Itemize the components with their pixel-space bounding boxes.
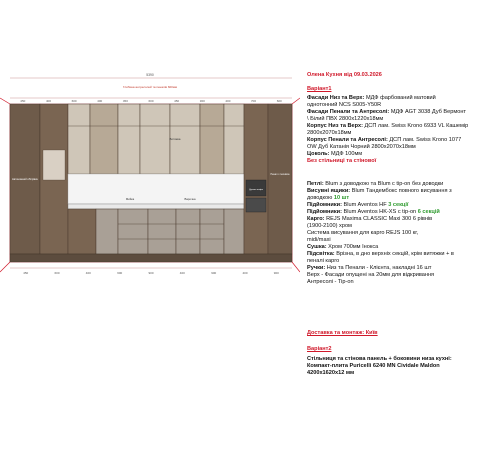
oven: [246, 180, 266, 196]
spec-title: Олена Кухня від 09.03.2026: [307, 72, 382, 78]
top-dim-label: 400: [225, 99, 231, 103]
spec-line-value: ДСП лам. Swiss Krono 1077: [387, 137, 462, 143]
spec-line-value: Система висування для карго REJS 100 кг,: [307, 230, 419, 236]
cooktop-note: Варочна: [184, 197, 196, 201]
spec-line-key: Карго:: [307, 216, 325, 222]
variant2-title: Варіант2: [307, 346, 332, 352]
microwave: [246, 198, 266, 212]
spec-line-qty: 10 шт: [333, 195, 350, 201]
spec-line-value: Хром 700мм Інокса: [326, 244, 379, 250]
spec-line-key: Висувні ящики:: [307, 188, 351, 194]
spec-line-value: Blum Aventos HK-XS с tip-on: [341, 209, 418, 215]
spec-line-value: Blum з доводкою та Blum с tip-on без доводки: [323, 181, 444, 187]
spec-line: [307, 251, 454, 258]
spec-line: [307, 109, 466, 116]
spec-line: [307, 216, 432, 223]
spec-line-value: МДФ 100мм: [329, 151, 363, 157]
spec-line-key: Петлі:: [307, 181, 324, 187]
top-dim-label: 300: [199, 99, 205, 103]
bottom-dim-label: 450: [23, 271, 29, 275]
bottom-dim-label: 600: [54, 271, 60, 275]
spec-line-value: \ Білий ПВХ 2800х1220х18мм: [307, 116, 384, 122]
bottom-dimension-labels: [23, 271, 279, 275]
spec-line-key: Підйомники:: [307, 209, 342, 215]
variant1-title: Варіант1: [307, 86, 332, 92]
spec-line: [307, 188, 452, 195]
spec-line-value: доводкою: [307, 195, 334, 201]
top-dimension-labels: [20, 99, 282, 103]
spec-line-value: МДФ фарбований матовий: [364, 95, 436, 101]
top-dim-label: 400: [45, 99, 52, 103]
top-dim-label: 400: [97, 99, 103, 103]
spec-line-value: Blum Тандембокс повного висування з: [350, 188, 452, 194]
bottom-dim-label: 600: [117, 271, 123, 275]
spec-line: [307, 209, 440, 216]
spec-line: [307, 130, 351, 137]
spec-line-value: ДСП лам. Swiss Krono 6933 VL Кашемір: [362, 123, 469, 129]
top-dim-label: 600: [276, 99, 282, 103]
spec-line-value: МДФ AGT 3038 Дуб Вермонт: [389, 109, 466, 115]
backsplash: [68, 174, 244, 204]
spec-line-value: Врізна, в дно верхніх секцій, крім витяжки + в: [334, 251, 454, 257]
spec-line: [307, 95, 436, 102]
spec-line-value: однотонний NCS S005-Y50R: [307, 102, 382, 108]
spec-line-key: Корпус Низ та Верх:: [307, 123, 363, 129]
spec-line: [307, 258, 339, 265]
spec-line-key: Фасади Пенали та Антресолі:: [307, 109, 390, 115]
spec-line: [307, 279, 354, 286]
variant2-line: Компакт-плита Puricelli 6240 MN Cividale Maldon: [307, 363, 440, 369]
bottom-dim-label: 400: [242, 271, 248, 275]
left-panel-label: Автономний обігрівач: [12, 178, 38, 181]
spec-line-value: Без стільниці та стінової: [307, 158, 377, 164]
spec-line: [307, 116, 383, 123]
variant2-line: 4200х1620х12 мм: [307, 370, 355, 376]
spec-line: [307, 137, 461, 144]
spec-line-key: Підйомники:: [307, 202, 342, 208]
bottom-dim-label: 900: [148, 271, 154, 275]
spec-line-key: Ручки:: [307, 265, 326, 271]
spec-line-value: (1900-2100) хром: [307, 223, 352, 229]
base-cabinets: [68, 209, 244, 254]
spec-line-value: 2800х2070х18мм: [307, 130, 352, 136]
spec-line: [307, 237, 331, 244]
top-note: Глибина антресолей та пеналів 600мм: [123, 85, 177, 89]
spec-line: [307, 244, 378, 251]
spec-line: [307, 223, 352, 230]
spec-line: [307, 195, 349, 202]
top-dim-label: 450: [20, 99, 26, 103]
spec-line: [307, 265, 431, 272]
spec-line: [307, 144, 416, 151]
spec-line: [307, 102, 381, 109]
overall-width-dim: 5390: [146, 73, 154, 77]
bottom-dim-label: 900: [211, 271, 217, 275]
spec-line-value: Blum Aventos HF: [341, 202, 389, 208]
plinth: [10, 254, 292, 262]
top-dim-label: 450: [122, 99, 128, 103]
delivery-line: Доставка та монтаж: Київ: [307, 330, 378, 336]
spec-line: [307, 151, 362, 158]
spec-line-key: Цоколь:: [307, 151, 330, 157]
spec-line: [307, 123, 468, 130]
spec-line-value: midi/maxi: [307, 237, 331, 243]
top-dim-label: 600: [148, 99, 154, 103]
right-note: Пенал з технікою: [270, 173, 290, 176]
top-dim-label: 700: [250, 99, 257, 103]
spec-line-key: Фасади Низ та Верх:: [307, 95, 365, 101]
top-dim-label: 600: [71, 99, 77, 103]
right-tall-column-1: [244, 104, 268, 254]
oven-label: Духова шафа: [249, 189, 263, 191]
spec-line-key: Підсвітка:: [307, 251, 335, 257]
upper-cabinets: [68, 104, 244, 174]
spec-line: [307, 230, 418, 237]
sink-note: Мийка: [125, 197, 135, 201]
hood-note: Витяжка: [169, 137, 181, 141]
spec-line-value: REJS Maxima CLASSIC Maxi 300 6 рівнів: [324, 216, 433, 222]
spec-line: [307, 181, 443, 188]
spec-line-qty: 3 секції: [388, 202, 409, 208]
spec-line-value: Антресолі - Tip-on: [307, 279, 354, 285]
variant2-line: Стільниця та стінова панель + боковини низа кухні:: [307, 356, 452, 362]
bottom-dim-label: 400: [179, 271, 185, 275]
right-tall-column-2: [268, 104, 292, 254]
spec-line-qty: 6 секцій: [417, 209, 440, 215]
countertop: [68, 204, 244, 209]
spec-line: [307, 202, 408, 209]
spec-line: [307, 272, 434, 279]
top-dim-label: 450: [174, 99, 180, 103]
spec-line-key: Корпус Пенали та Антресолі:: [307, 137, 388, 143]
spec-line-value: Низ та Пенали - Клієнта, накладні 16 шт: [325, 265, 432, 271]
spec-line: [307, 158, 376, 165]
spec-line-value: OW Дуб Катанія Чорний 2800х2070х18мм: [307, 144, 416, 150]
spec-line-value: Верх - Фасади опущені на 20мм для відкривання: [307, 272, 435, 278]
bottom-dim-label: 400: [85, 271, 91, 275]
spec-line-value: пеналі карго: [307, 258, 340, 264]
specification-panel: [307, 0, 497, 450]
spec-line-key: Сушка:: [307, 244, 327, 250]
bottom-dim-label: 900: [273, 271, 279, 275]
